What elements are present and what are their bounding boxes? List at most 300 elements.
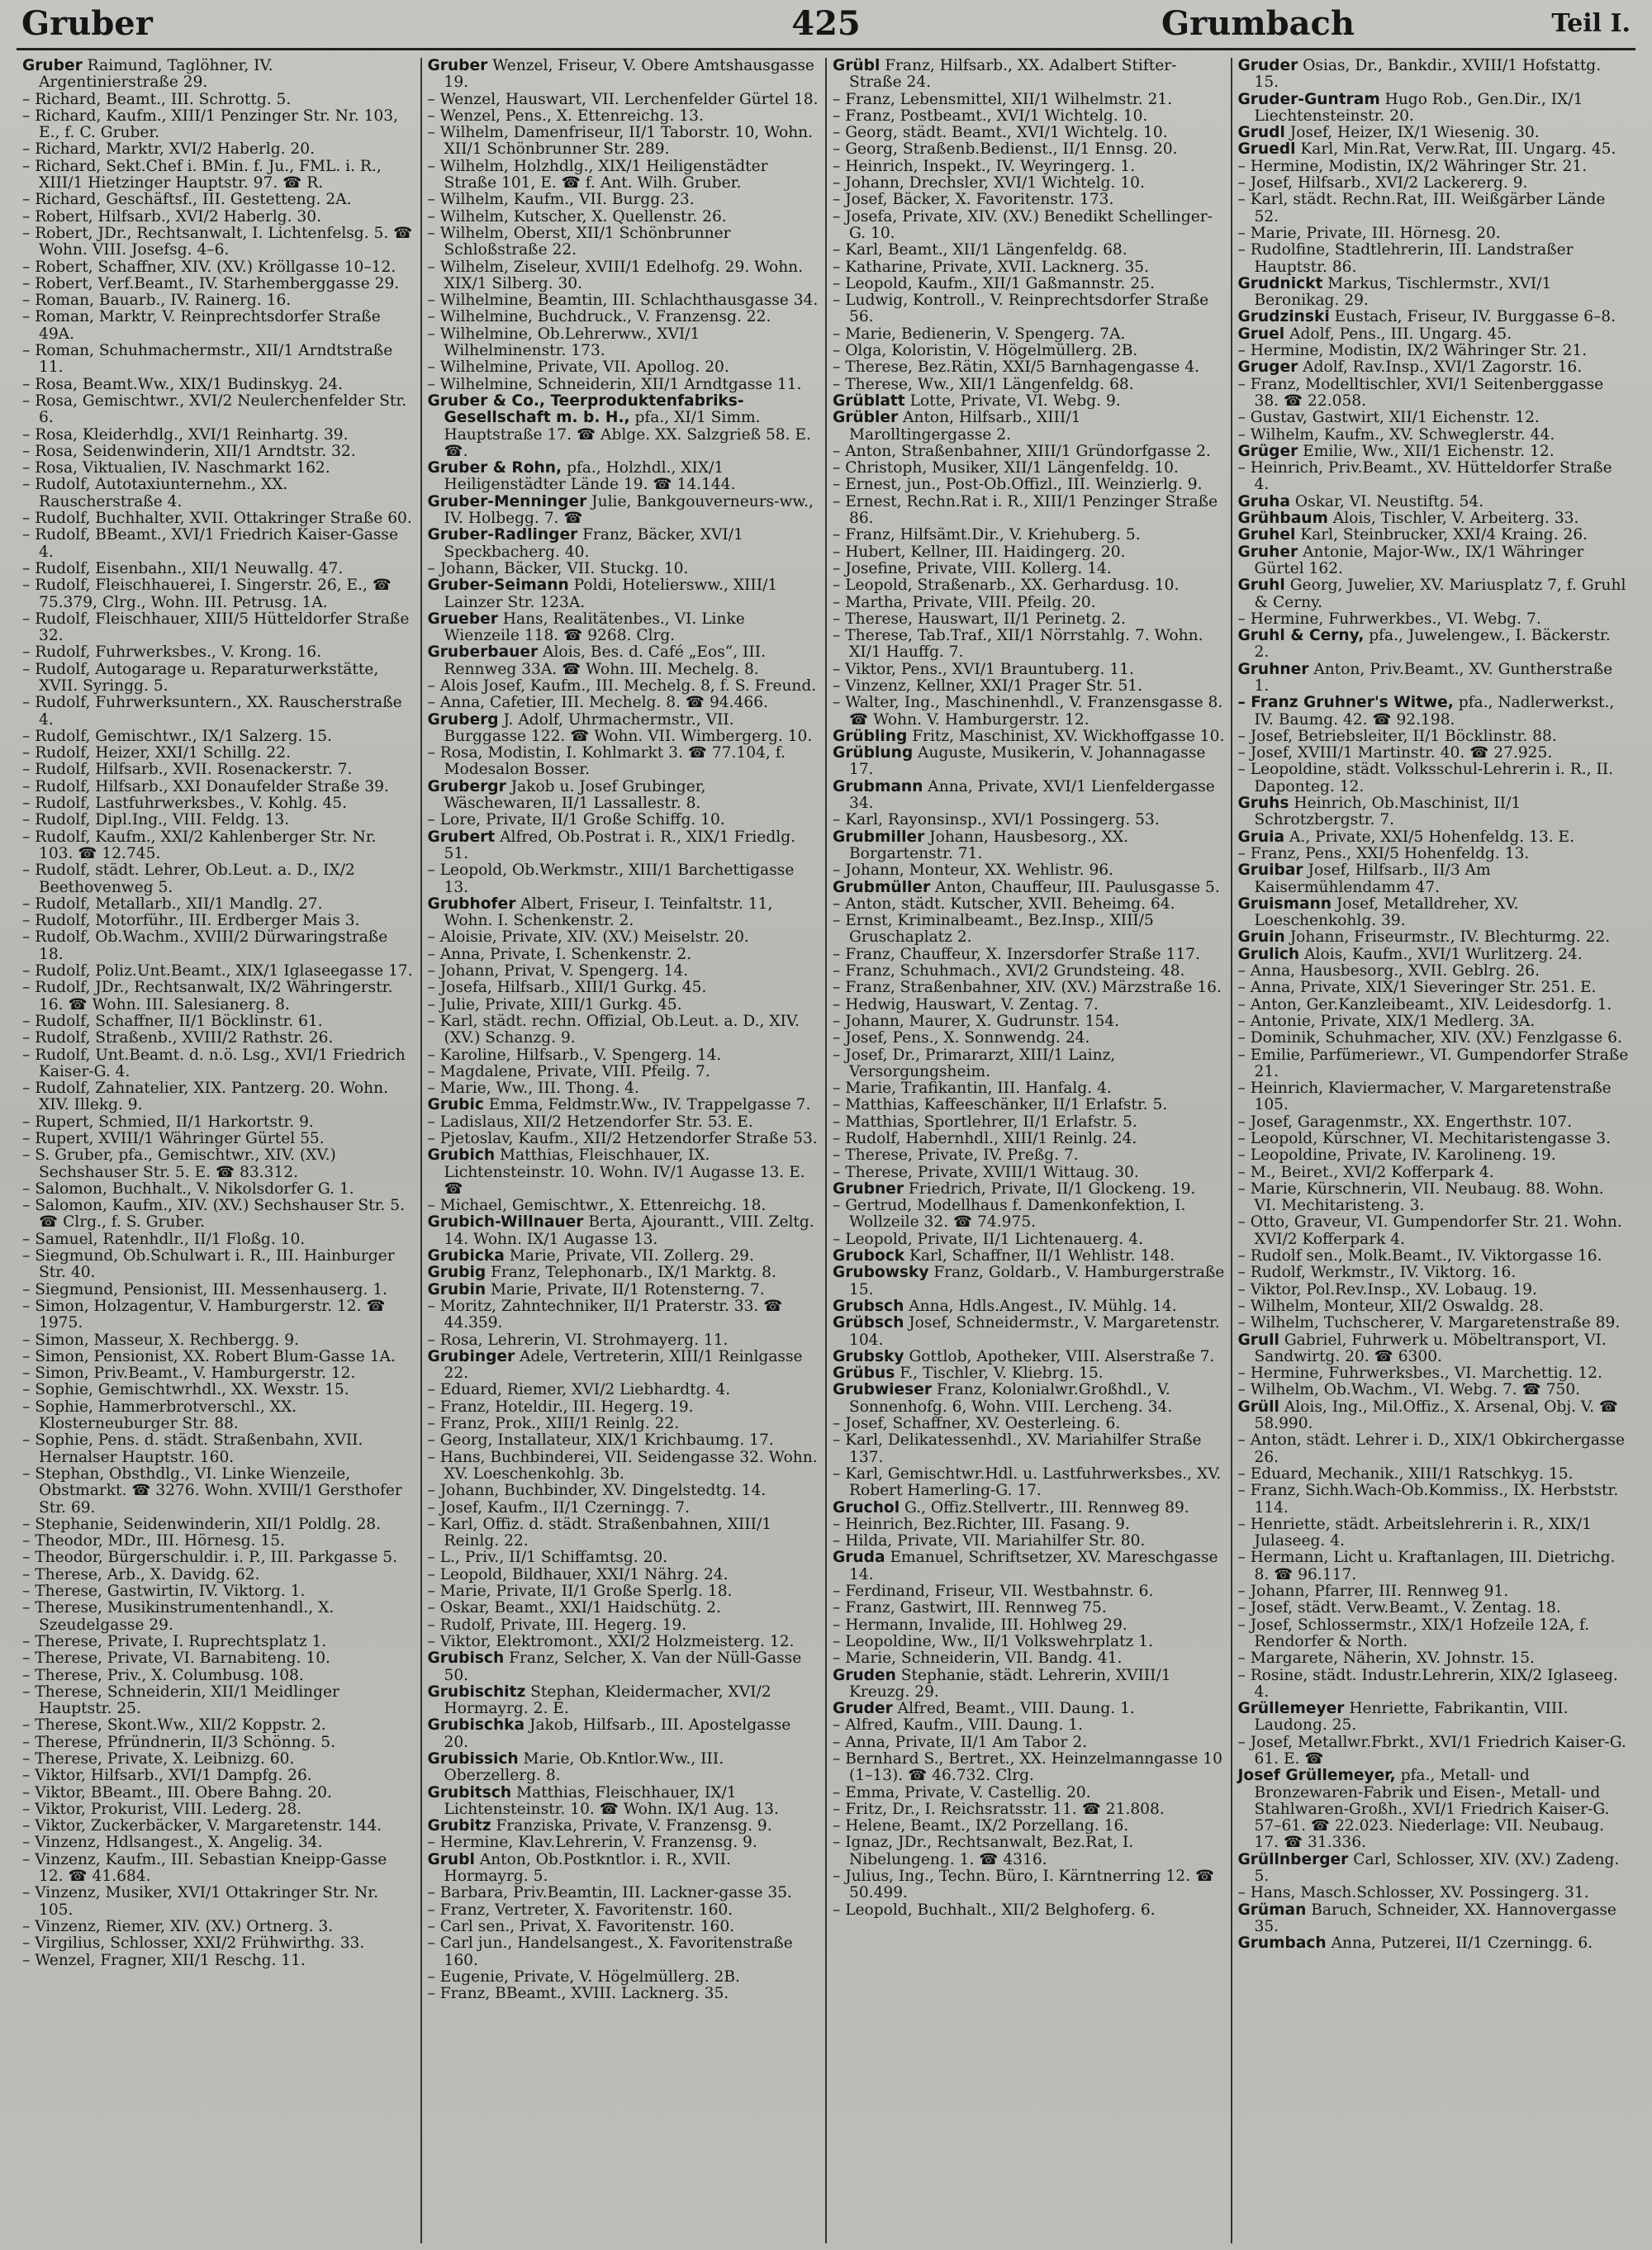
directory-entry xyxy=(1238,1483,1631,1517)
directory-entry xyxy=(22,1735,415,1751)
directory-entry xyxy=(1238,846,1631,862)
directory-entry xyxy=(428,1634,820,1650)
directory-entry xyxy=(428,695,820,711)
directory-entry xyxy=(428,1919,820,1935)
directory-entry xyxy=(833,1013,1225,1030)
entry-details: Alfred, Beamt., VIII. Daung. 1. xyxy=(892,1700,1135,1718)
entry-details: – Ernst, Kriminalbeamt., Bez.Insp., XIII/5 Gruschaplatz 2. xyxy=(833,912,1154,947)
entry-details: pfa., Metall- und Bronzewaren-Fabrik und Eisen-, Metall- und Stahlwaren-Großh., XVI/1 Friedrich Kaiser-G. 57–61. ☎ 22.023. Niederlage: VII. Neubaug. 17. ☎ 31.336. xyxy=(1254,1767,1610,1852)
entry-details: – Hans, Buchbinderei, VII. Seidengasse 32. Wohn. XV. Loeschenkohlg. 3b. xyxy=(427,1448,818,1483)
entry-details: – Rupert, XVIII/1 Währinger Gürtel 55. xyxy=(22,1130,325,1147)
entry-details: – Rudolf, Werkmstr., IV. Viktorg. 16. xyxy=(1237,1264,1517,1282)
entry-details: – Virgilius, Schlosser, XXI/2 Frühwirthg. 33. xyxy=(22,1934,365,1953)
entry-details: – Wilhelmine, Beamtin, III. Schlachthausgasse 34. xyxy=(427,292,819,310)
entry-details: – Wenzel, Pens., X. Ettenreichg. 13. xyxy=(427,107,704,125)
entry-surname: Grüll xyxy=(1237,1398,1279,1416)
entry-details: – Rudolf, Dipl.Ing., VIII. Feldg. 13. xyxy=(22,811,290,829)
entry-details: – Rudolf, Hilfsarb., XVII. Rosenackerstr. 7. xyxy=(22,761,353,779)
directory-entry xyxy=(833,812,1225,828)
entry-surname: Grubin xyxy=(427,1280,487,1298)
entry-details: – Rudolfine, Stadtlehrerin, III. Landstraßer Hauptstr. 86. xyxy=(1237,241,1574,276)
entry-surname: Grueber xyxy=(427,610,498,628)
directory-entry xyxy=(22,1181,415,1198)
directory-entry xyxy=(22,1131,415,1147)
entry-details: Anna, Putzerei, II/1 Czerningg. 6. xyxy=(1326,1934,1593,1953)
entry-details: – Simon, Masseur, X. Rechbergg. 9. xyxy=(22,1331,299,1349)
entry-details: Albert, Friseur, I. Teinfaltstr. 11, Wohn. I. Schenkenstr. 2. xyxy=(444,895,773,930)
entry-details: – Franz, Postbeamt., XVI/1 Wichtelg. 10. xyxy=(833,107,1148,125)
entry-surname: Grubock xyxy=(833,1247,905,1265)
directory-entry xyxy=(428,1483,820,1499)
directory-entry xyxy=(428,159,820,192)
directory-entry xyxy=(833,1835,1225,1868)
directory-entry xyxy=(428,644,820,678)
entry-details: – Franz, Vertreter, X. Favoritenstr. 160. xyxy=(427,1901,733,1919)
entry-details: – Robert, Schaffner, XIV. (XV.) Kröllgasse 10–12. xyxy=(22,258,396,276)
directory-entry xyxy=(22,309,415,343)
entry-details: pfa., Nadlerwerkst., IV. Baumg. 42. ☎ 92.198. xyxy=(1254,694,1615,729)
entry-details: – Eugenie, Private, V. Högelmüllerg. 2B. xyxy=(427,1968,740,1986)
entry-surname: Gruber & Co., Teerproduktenfabriks-Gesellschaft m. b. H., xyxy=(427,392,744,427)
entry-surname: Grudzinski xyxy=(1237,308,1330,326)
entry-surname: Gruia xyxy=(1237,828,1285,846)
entry-details: – Hermine, Klav.Lehrerin, V. Franzensg. 9. xyxy=(427,1834,757,1852)
entry-details: Oskar, VI. Neustiftg. 54. xyxy=(1289,492,1484,510)
entry-details: Markus, Tischlermstr., XVI/1 Beronikag. 29. xyxy=(1254,274,1552,310)
directory-entry xyxy=(428,1600,820,1616)
directory-entry xyxy=(22,745,415,762)
entry-details: Jakob u. Josef Grubinger, Wäschewaren, II/1 Lassallestr. 8. xyxy=(444,777,706,813)
entry-details: – Sophie, Hammerbrotverschl., XX. Klosterneuburger Str. 88. xyxy=(22,1398,297,1433)
entry-details: – Heinrich, Klaviermacher, V. Margaretenstraße 105. xyxy=(1237,1080,1612,1114)
entry-details: – Julius, Ing., Techn. Büro, I. Kärntnerring 12. ☎ 50.499. xyxy=(833,1868,1215,1902)
entry-surname: Gruin xyxy=(1237,928,1285,947)
page-number: 425 xyxy=(791,4,861,43)
entry-details: Emilie, Ww., XII/1 Eichenstr. 12. xyxy=(1298,442,1555,460)
entry-surname: Grüblatt xyxy=(833,392,905,410)
entry-surname: Grubowsky xyxy=(833,1264,929,1282)
entry-details: – Anna, Private, II/1 Am Tabor 2. xyxy=(833,1733,1088,1751)
entry-details: – Hermann, Invalide, III. Hohlweg 29. xyxy=(833,1616,1127,1634)
directory-entry xyxy=(1238,1885,1631,1901)
entry-details: – Rosa, Gemischtwr., XVI/2 Neulerchenfelder Str. 6. xyxy=(22,392,407,427)
entry-details: – Johann, Monteur, XX. Wehlistr. 96. xyxy=(833,862,1114,880)
entry-details: Alfred, Ob.Postrat i. R., XIX/1 Friedlg. 51. xyxy=(444,828,796,862)
entry-details: – Salomon, Kaufm., XIV. (XV.) Sechshauser Str. 5. ☎ Clrg., f. S. Gruber. xyxy=(22,1197,405,1232)
entry-details: – Carl jun., Handelsangest., X. Favoritenstraße 160. xyxy=(427,1934,793,1969)
entry-surname: Gruhl & Cerny, xyxy=(1237,627,1365,645)
directory-entry xyxy=(1238,1902,1631,1936)
entry-details: pfa., Holzhdl., XIX/1 Heiligenstädter Lände 19. ☎ 14.144. xyxy=(444,459,736,494)
entry-details: – Rosine, städt. Industr.Lehrerin, XIX/2 Iglaseeg. 4. xyxy=(1237,1666,1618,1701)
entry-surname: Grudnickt xyxy=(1237,274,1323,292)
directory-entry xyxy=(428,1080,820,1097)
entry-details: Franz, Goldarb., V. Hamburgerstraße 15. xyxy=(849,1264,1225,1298)
entry-details: – Rudolf, Eisenbahn., XII/1 Neuwallg. 47. xyxy=(22,559,344,577)
entry-details: – Anton, Ger.Kanzleibeamt., XIV. Leidesdorfg. 1. xyxy=(1237,995,1612,1013)
directory-entry xyxy=(1238,1298,1631,1315)
directory-entry xyxy=(1238,1147,1631,1164)
entry-details: – Carl sen., Privat, X. Favoritenstr. 160. xyxy=(427,1917,735,1935)
entry-details: Poldi, Hoteliersww., XIII/1 Lainzer Str. 123A. xyxy=(444,577,778,611)
header-part-label: Teil I. xyxy=(1551,9,1631,38)
entry-details: – Josef, Hilfsarb., XVI/2 Lackererg. 9. xyxy=(1237,174,1528,192)
directory-entry xyxy=(22,1600,415,1634)
directory-entry xyxy=(428,377,820,393)
entry-details: – Hermann, Licht u. Kraftanlagen, III. Dietrichg. 8. ☎ 96.117. xyxy=(1237,1549,1616,1583)
entry-details: – Olga, Koloristin, V. Högelmüllerg. 2B. xyxy=(833,342,1138,360)
entry-details: – Vinzenz, Kaufm., III. Sebastian Kneipp-Gasse 12. ☎ 41.684. xyxy=(22,1850,387,1886)
directory-entry xyxy=(833,1432,1225,1466)
entry-details: – Antonie, Private, XIX/1 Medlerg. 3A. xyxy=(1237,1012,1536,1030)
directory-entry xyxy=(428,1852,820,1886)
entry-details: – Franz, Modelltischler, XVI/1 Seitenberggasse 38. ☎ 22.058. xyxy=(1237,375,1604,410)
directory-entry xyxy=(1238,628,1631,662)
directory-entry xyxy=(833,1248,1225,1265)
directory-entry xyxy=(833,460,1225,477)
directory-entry xyxy=(833,963,1225,980)
directory-entry xyxy=(1238,1600,1631,1616)
directory-entry xyxy=(833,1902,1225,1919)
directory-entry xyxy=(428,745,820,779)
directory-entry xyxy=(833,1365,1225,1382)
directory-entry xyxy=(833,1550,1225,1583)
entry-details: – Marie, Bedienerin, V. Spengerg. 7A. xyxy=(833,325,1126,343)
entry-details: – Therese, Tab.Traf., XII/1 Nörrstahlg. 7. Wohn. XI/1 Hauffg. 7. xyxy=(833,627,1203,662)
directory-entry xyxy=(22,1885,415,1919)
directory-entry xyxy=(22,343,415,377)
entry-surname: Gruber-Menninger xyxy=(427,492,587,510)
directory-entry xyxy=(428,108,820,125)
directory-entry xyxy=(1238,1282,1631,1298)
directory-entry xyxy=(428,1717,820,1751)
directory-entry xyxy=(428,896,820,930)
entry-details: – Wilhelm, Ziseleur, XVIII/1 Edelhofg. 29. Wohn. XIX/1 Silberg. 30. xyxy=(427,258,804,292)
entry-details: – Marie, Trafikantin, III. Hanfalg. 4. xyxy=(833,1080,1112,1098)
entry-details: – Rudolf, Zahnatelier, XIX. Pantzerg. 20. Wohn. XIV. Illekg. 9. xyxy=(22,1080,388,1114)
entry-details: – Rudolf, BBeamt., XVI/1 Friedrich Kaiser-Gasse 4. xyxy=(22,526,398,561)
directory-entry xyxy=(22,561,415,577)
directory-entry xyxy=(428,1684,820,1718)
directory-entry xyxy=(428,862,820,896)
entry-surname: Grübsch xyxy=(833,1314,904,1332)
directory-entry xyxy=(833,343,1225,359)
entry-details: – Leopold, Kaufm., XII/1 Gaßmannstr. 25. xyxy=(833,274,1155,292)
entry-details: – Therese, Arb., X. Davidg. 62. xyxy=(22,1565,260,1583)
directory-entry xyxy=(833,1617,1225,1634)
entry-details: – Leopold, Straßenarb., XX. Gerhardusg. 10. xyxy=(833,577,1180,595)
entry-surname: Grubmüller xyxy=(833,878,931,896)
entry-details: – Marie, Private, II/1 Große Sperlg. 18. xyxy=(427,1583,733,1601)
entry-details: – Josef, Kaufm., II/1 Czerningg. 7. xyxy=(427,1498,691,1517)
directory-entry xyxy=(833,577,1225,594)
directory-entry xyxy=(22,577,415,611)
entry-details: – Wilhelm, Holzhdlg., XIX/1 Heiligenstädter Straße 101, E. ☎ f. Ant. Wilh. Gruber. xyxy=(427,157,768,192)
entry-details: – Sophie, Gemischtwrhdl., XX. Wexstr. 15. xyxy=(22,1381,349,1399)
directory-entry xyxy=(428,1583,820,1600)
directory-entry xyxy=(22,1198,415,1232)
directory-entry xyxy=(428,963,820,980)
entry-details: Franz, Bäcker, XVI/1 Speckbacherg. 40. xyxy=(444,526,743,561)
directory-entry xyxy=(1238,410,1631,426)
directory-entry xyxy=(22,1919,415,1935)
entry-details: – Siegmund, Pensionist, III. Messenhauserg. 1. xyxy=(22,1280,388,1298)
entry-details: – Gertrud, Modellhaus f. Damenkonfektion, I. Wollzeile 32. ☎ 74.975. xyxy=(833,1197,1186,1232)
entry-details: – Georg, städt. Beamt., XVI/1 Wichtelg. 10. xyxy=(833,124,1168,142)
entry-surname: Grubergr xyxy=(427,777,506,795)
entry-details: – Rudolf, JDr., Rechtsanwalt, IX/2 Währingerstr. 16. ☎ Wohn. III. Salesianerg. 8. xyxy=(22,979,393,1013)
entry-details: – Rosa, Beamt.Ww., XIX/1 Budinskyg. 24. xyxy=(22,375,344,393)
entry-details: – Rosa, Seidenwinderin, XII/1 Arndtstr. 32. xyxy=(22,442,356,460)
entry-details: Alois, Tischler, V. Arbeiterg. 33. xyxy=(1327,510,1579,528)
entry-details: – Heinrich, Inspekt., IV. Weyringerg. 1. xyxy=(833,157,1136,175)
entry-details: Osias, Dr., Bankdir., XVIII/1 Hofstattg. 15. xyxy=(1254,58,1602,92)
entry-details: – Johann, Drechsler, XVI/1 Wichtelg. 10. xyxy=(833,174,1145,192)
entry-details: – Vinzenz, Kellner, XXI/1 Prager Str. 51. xyxy=(833,676,1143,695)
entry-surname: Grubitz xyxy=(427,1817,491,1835)
directory-entry xyxy=(428,1064,820,1080)
entry-details: Franz, Telephonarb., IX/1 Marktg. 8. xyxy=(486,1264,776,1282)
entry-details: – Karl, Beamt., XII/1 Längenfeldg. 68. xyxy=(833,241,1127,259)
directory-entry xyxy=(1238,1382,1631,1398)
entry-details: – Franz, Hilfsämt.Dir., V. Kriehuberg. 5. xyxy=(833,526,1141,544)
entry-surname: Gruber & Rohn, xyxy=(427,459,563,477)
entry-details: – Franz, Sichh.Wach-Ob.Kommiss., IX. Herbststr. 114. xyxy=(1237,1482,1619,1517)
entry-details: Emma, Feldmstr.Ww., IV. Trappelgasse 7. xyxy=(483,1096,811,1114)
directory-entry xyxy=(1238,444,1631,460)
directory-entry xyxy=(428,393,820,460)
entry-details: – Johann, Privat, V. Spengerg. 14. xyxy=(427,962,689,980)
directory-entry xyxy=(428,1114,820,1131)
directory-entry xyxy=(1238,58,1631,92)
entry-details: Auguste, Musikerin, V. Johannagasse 17. xyxy=(849,744,1206,779)
directory-entry xyxy=(833,1416,1225,1432)
entry-details: – Ernest, Rechn.Rat i. R., XIII/1 Penzinger Straße 86. xyxy=(833,492,1218,528)
directory-entry xyxy=(833,561,1225,577)
entry-surname: Grulich xyxy=(1237,945,1300,963)
directory-entry xyxy=(833,1181,1225,1198)
entry-details: Georg, Juwelier, XV. Mariusplatz 7, f. Gruhl & Cerny. xyxy=(1254,577,1626,611)
directory-entry xyxy=(833,1868,1225,1902)
directory-entry xyxy=(833,1650,1225,1667)
directory-entry xyxy=(428,209,820,225)
directory-entry xyxy=(22,1365,415,1382)
directory-entry xyxy=(833,292,1225,326)
directory-entry xyxy=(1238,192,1631,225)
entry-surname: Gruger xyxy=(1237,358,1298,377)
entry-details: – Wilhelm, Kaufm., XV. Schweglerstr. 44. xyxy=(1237,425,1555,444)
entry-details: A., Private, XXI/5 Hohenfeldg. 13. E. xyxy=(1284,828,1575,846)
directory-entry xyxy=(428,1550,820,1566)
directory-entry xyxy=(428,192,820,208)
directory-entry xyxy=(428,1818,820,1835)
directory-entry xyxy=(1238,1114,1631,1131)
directory-entry xyxy=(833,1382,1225,1416)
directory-entry xyxy=(1238,1399,1631,1433)
directory-entry xyxy=(22,1634,415,1650)
entry-details: – Johann, Bäcker, VII. Stuckg. 10. xyxy=(427,559,689,577)
entry-surname: Grubich xyxy=(427,1146,496,1165)
directory-entry xyxy=(1238,1852,1631,1886)
entry-details: Anton, Ob.Postkntlor. i. R., XVII. Hormayrg. 5. xyxy=(444,1850,731,1886)
entry-surname: Gruel xyxy=(1237,325,1285,343)
directory-entry xyxy=(22,1801,415,1818)
directory-entry xyxy=(1238,1466,1631,1483)
entry-surname: Gruden xyxy=(833,1666,896,1684)
directory-entry xyxy=(1238,359,1631,376)
entry-details: – Rudolf, Motorführ., III. Erdberger Mais 3. xyxy=(22,912,360,930)
entry-details: – Hans, Masch.Schlosser, XV. Possingerg. 31. xyxy=(1237,1884,1589,1902)
directory-entry xyxy=(22,225,415,259)
entry-details: Hugo Rob., Gen.Dir., IX/1 Liechtensteinstr. 20. xyxy=(1254,90,1583,125)
entry-details: Franziska, Private, V. Franzensg. 9. xyxy=(491,1817,772,1835)
directory-entry xyxy=(428,1147,820,1198)
directory-entry xyxy=(833,1717,1225,1734)
directory-entry xyxy=(833,175,1225,192)
entry-details: – Rudolf, Gemischtwr., IX/1 Salzerg. 15. xyxy=(22,727,332,745)
entry-details: – Hubert, Kellner, III. Haidingerg. 20. xyxy=(833,543,1126,561)
directory-entry xyxy=(428,829,820,863)
directory-entry xyxy=(1238,1080,1631,1114)
entry-details: – Karl, städt. rechn. Offizial, Ob.Leut. a. D., XIV. (XV.) Schanzg. 9. xyxy=(427,1012,800,1047)
entry-details: – Viktor, Pens., XVI/1 Brauntuberg. 11. xyxy=(833,660,1134,678)
directory-entry xyxy=(428,1097,820,1113)
entry-details: – Heinrich, Priv.Beamt., XV. Hütteldorfer Straße 4. xyxy=(1237,459,1612,494)
entry-details: – Anna, Private, I. Schenkenstr. 2. xyxy=(427,945,692,963)
entry-details: – Anton, Straßenbahner, XIII/1 Gründorfgasse 2. xyxy=(833,442,1211,460)
entry-details: – Barbara, Priv.Beamtin, III. Lackner-gasse 35. xyxy=(427,1884,792,1902)
entry-details: – Johann, Maurer, X. Gudrunstr. 154. xyxy=(833,1012,1120,1030)
entry-details: – Josefa, Hilfsarb., XIII/1 Gurkg. 45. xyxy=(427,979,707,997)
entry-details: Gottlob, Apotheker, VIII. Alserstraße 7. xyxy=(904,1347,1215,1365)
entry-details: – Marie, Schneiderin, VII. Bandg. 41. xyxy=(833,1650,1123,1668)
directory-entry xyxy=(833,1466,1225,1500)
entry-details: – Rudolf, Kaufm., XXI/2 Kahlenberger Str. Nr. 103. ☎ 12.745. xyxy=(22,828,377,862)
directory-entry xyxy=(428,1885,820,1901)
entry-surname: Grubhofer xyxy=(427,895,516,913)
entry-surname: Gruder xyxy=(833,1700,893,1718)
entry-surname: Gruibar xyxy=(1237,862,1303,880)
entry-surname: Gruedl xyxy=(1237,140,1296,159)
entry-details: – Therese, Skont.Ww., XII/2 Koppstr. 2. xyxy=(22,1716,326,1735)
entry-surname: Gruberg xyxy=(427,710,499,729)
entry-details: – Leopoldine, Ww., II/1 Volkswehrplatz 1. xyxy=(833,1632,1153,1650)
entry-details: Marie, Ob.Kntlor.Ww., III. Oberzellerg. 8. xyxy=(444,1749,724,1785)
entry-details: – Wilhelm, Monteur, XII/2 Oswaldg. 28. xyxy=(1237,1297,1544,1315)
entry-details: – Rosa, Viktualien, IV. Naschmarkt 162. xyxy=(22,459,330,477)
entry-details: – Matthias, Sportlehrer, II/1 Erlafstr. 5. xyxy=(833,1113,1137,1131)
entry-details: – Helene, Beamt., IX/2 Porzellang. 16. xyxy=(833,1817,1129,1835)
entry-details: Emanuel, Schriftsetzer, XV. Mareschgasse 14. xyxy=(849,1549,1218,1583)
entry-surname: Gruda xyxy=(833,1549,885,1567)
entry-surname: Grubinger xyxy=(427,1347,515,1365)
entry-details: – Theodor, MDr., III. Hörnesg. 15. xyxy=(22,1532,286,1550)
entry-surname: Grübl xyxy=(833,58,881,74)
entry-surname: Grubert xyxy=(427,828,496,846)
entry-details: – Anna, Hausbesorg., XVII. Geblrg. 26. xyxy=(1237,962,1540,980)
entry-details: – Rudolf, Poliz.Unt.Beamt., XIX/1 Iglaseegasse 17. xyxy=(22,962,413,980)
entry-details: – Aloisie, Private, XIV. (XV.) Meiselstr. 20. xyxy=(427,928,749,947)
entry-details: – Marie, Kürschnerin, VII. Neubaug. 88. Wohn. VI. Mechitaristeng. 3. xyxy=(1237,1180,1604,1215)
entry-surname: Gruhner xyxy=(1237,660,1309,678)
directory-entry xyxy=(428,1198,820,1214)
entry-surname: Grubischitz xyxy=(427,1683,526,1701)
directory-entry xyxy=(1238,695,1631,729)
entry-details: – L., Priv., II/1 Schiffamtsg. 20. xyxy=(427,1549,668,1567)
entry-surname: Grüllnberger xyxy=(1237,1850,1349,1868)
directory-entry xyxy=(833,326,1225,343)
directory-entry xyxy=(428,494,820,528)
directory-entry xyxy=(22,611,415,645)
directory-entry xyxy=(22,292,415,309)
entry-details: – Lore, Private, II/1 Große Schiffg. 10. xyxy=(427,811,725,829)
entry-details: – Therese, Private, X. Leibnizg. 60. xyxy=(22,1749,295,1768)
entry-details: – Robert, Hilfsarb., XVI/2 Haberlg. 30. xyxy=(22,207,321,225)
entry-details: Josef, Heizer, IX/1 Wiesenig. 30. xyxy=(1284,124,1540,142)
entry-details: – Ladislaus, XII/2 Hetzendorfer Str. 53. E. xyxy=(427,1113,753,1131)
entry-details: – Josef, Pens., X. Sonnwendg. 24. xyxy=(833,1029,1090,1047)
entry-details: – Vinzenz, Hdlsangest., X. Angelig. 34. xyxy=(22,1834,323,1852)
directory-entry xyxy=(1238,829,1631,846)
entry-details: – Richard, Kaufm., XIII/1 Penzinger Str. Nr. 103, E., f. C. Gruber. xyxy=(22,107,399,142)
directory-entry xyxy=(833,1735,1225,1751)
entry-details: – Richard, Sekt.Chef i. BMin. f. Ju., FML. i. R., XIII/1 Hietzinger Hauptstr. 97. ☎ R. xyxy=(22,157,382,192)
entry-surname: Gruhl xyxy=(1237,577,1285,595)
entry-surname: Gruber-Seimann xyxy=(427,577,569,595)
directory-entry xyxy=(428,1298,820,1332)
directory-entry xyxy=(22,192,415,208)
directory-entry xyxy=(22,644,415,661)
directory-entry xyxy=(833,393,1225,410)
directory-entry xyxy=(1238,427,1631,444)
entry-details: G., Offiz.Stellvertr., III. Rennweg 89. xyxy=(900,1498,1189,1517)
directory-entry xyxy=(22,695,415,729)
entry-details: – Wilhelmine, Buchdruck., V. Franzensg. 22. xyxy=(427,308,771,326)
entry-details: – Therese, Pfründnerin, II/3 Schönng. 5. xyxy=(22,1733,336,1751)
directory-entry xyxy=(833,359,1225,376)
entry-details: – Josef, städt. Verw.Beamt., V. Zentag. 18. xyxy=(1237,1599,1561,1617)
entry-details: – Georg, Installateur, XIX/1 Krichbaumg. 17. xyxy=(427,1431,774,1450)
entry-details: – Rudolf, Straßenb., XVIII/2 Rathstr. 26. xyxy=(22,1029,334,1047)
column-1 xyxy=(17,58,420,2243)
entry-details: – Vinzenz, Riemer, XIV. (XV.) Ortnerg. 3. xyxy=(22,1917,334,1935)
entry-details: Henriette, Fabrikantin, VIII. Laudong. 25. xyxy=(1254,1700,1569,1735)
directory-entry xyxy=(833,377,1225,393)
directory-entry xyxy=(22,1147,415,1181)
entry-details: – Josef, Bäcker, X. Favoritenstr. 173. xyxy=(833,191,1114,209)
entry-details: – Wilhelm, Kutscher, X. Quellenstr. 26. xyxy=(427,207,727,225)
directory-entry xyxy=(22,1835,415,1851)
directory-entry xyxy=(428,292,820,309)
directory-entry xyxy=(22,1751,415,1768)
directory-entry xyxy=(1238,577,1631,611)
entry-details: Anna, Hdls.Angest., IV. Mühlg. 14. xyxy=(904,1297,1177,1315)
directory-entry xyxy=(22,1332,415,1349)
entry-details: Wenzel, Friseur, V. Obere Amtshausgasse 19. xyxy=(444,58,814,92)
entry-details: – Fritz, Dr., I. Reichsratsstr. 11. ☎ 21.808. xyxy=(833,1800,1165,1818)
entry-details: – Viktor, Pol.Rev.Insp., XV. Lobaug. 19. xyxy=(1237,1280,1537,1298)
directory-entry xyxy=(833,1500,1225,1517)
entry-details: – Viktor, Zuckerbäcker, V. Margaretenstr. 144. xyxy=(22,1817,382,1835)
directory-entry xyxy=(428,1617,820,1634)
directory-entry xyxy=(833,947,1225,963)
entry-details: – Josef, Garagenmstr., XX. Engerthstr. 107. xyxy=(1237,1113,1573,1131)
directory-entry xyxy=(1238,175,1631,192)
directory-entry xyxy=(833,1198,1225,1232)
entry-surname: Grübling xyxy=(833,727,908,745)
column-2 xyxy=(420,58,826,2243)
directory-entry xyxy=(1238,326,1631,343)
